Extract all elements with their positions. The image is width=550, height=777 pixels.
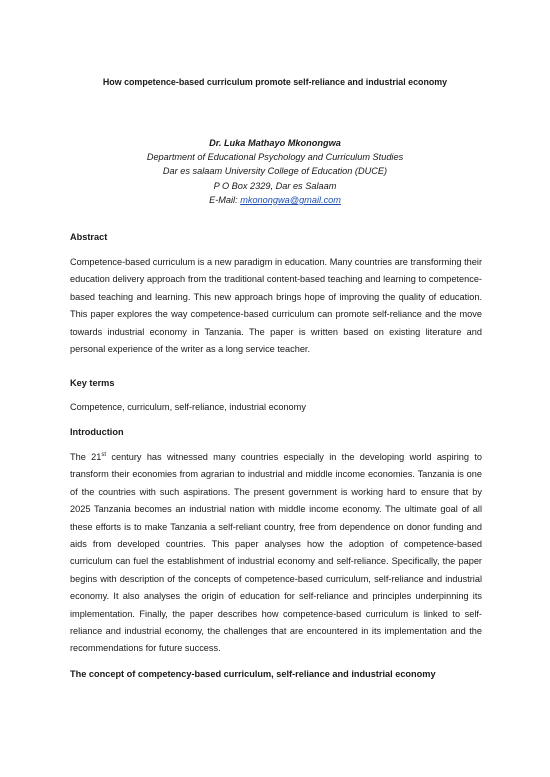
- paper-title: How competence-based curriculum promote self-reliance and industrial economy: [102, 77, 448, 87]
- email-link[interactable]: mkonongwa@gmail.com: [240, 194, 341, 205]
- author-address: P O Box 2329, Dar es Salaam: [213, 180, 337, 191]
- abstract-heading: Abstract: [70, 232, 108, 242]
- introduction-text: [70, 449, 482, 658]
- section-heading: The concept of competency-based curriculum, self-reliance and industrial economy: [70, 669, 436, 679]
- intro-superscript: st: [101, 452, 107, 458]
- intro-body: century has witnessed many countries especially in the developing world aspiring to transform their economies from agrarian to industrial and middle income economies. Tanzania is one of the countries with such aspirations. The present government is working hard to ensure that by 2025 Tanzania becomes an industrial nation with middle income economy. The ultimate goal of all these efforts is to make Tanzania a self-reliant country, free from dependence on donor funding and aids from developed countries. This paper analyses how the adoption of competence-based curriculum can fuel the establishment of industrial economy and self-reliance. Specifically, the paper begins with description of the concepts of competence-based curriculum, self-reliance and industrial economy. It also analyses the origin of education for self-reliance and principles underpinning its implementation. Finally, the paper describes how competence-based curriculum is linked to self-reliance and industrial economy, the challenges that are encountered in its implementation and the recommendations for future success.: [70, 452, 482, 654]
- intro-lead: The 21: [70, 452, 102, 462]
- key-terms-heading: Key terms: [70, 378, 115, 388]
- author-department: Department of Educational Psychology and Curriculum Studies: [146, 152, 404, 163]
- author-email-line: [0, 193, 550, 207]
- key-terms-text: Competence, curriculum, self-reliance, industrial economy: [70, 402, 306, 412]
- introduction-heading: Introduction: [70, 427, 124, 437]
- author-institution: Dar es salaam University College of Education (DUCE): [162, 166, 388, 177]
- abstract-text: Competence-based curriculum is a new paradigm in education. Many countries are transforming their education delivery approach from the traditional content-based teaching and learning to competence-based teaching and learning. This new approach brings hope of improving the quality of education. This paper explores the way competence-based curriculum can promote self-reliance and the move towards industrial economy in Tanzania. The paper is written based on existing literature and personal experience of the writer as a long service teacher.: [70, 257, 482, 355]
- author-name: Dr. Luka Mathayo Mkonongwa: [209, 138, 341, 148]
- email-label: E-Mail:: [209, 194, 241, 205]
- author-block: [0, 136, 550, 207]
